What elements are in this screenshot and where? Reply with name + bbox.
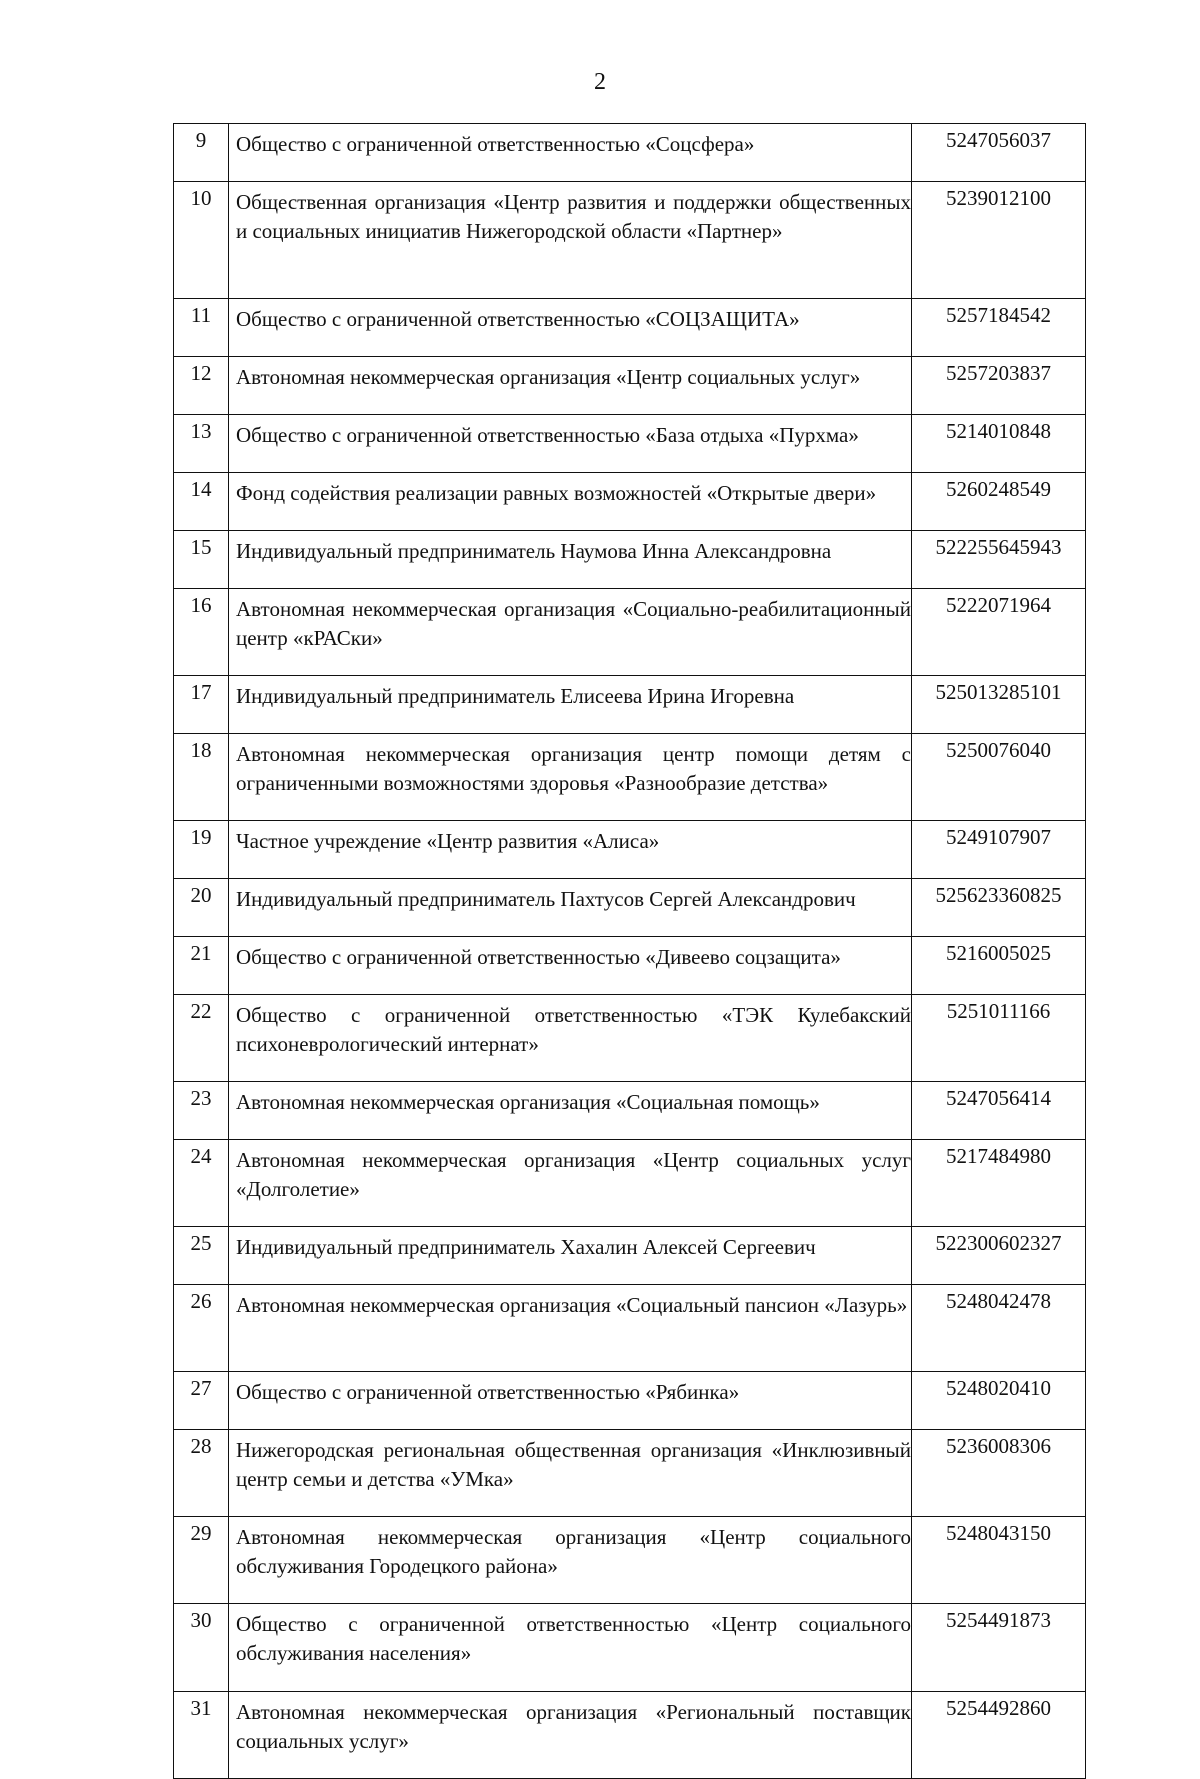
inn-value: 5254491873: [912, 1604, 1086, 1692]
table-row: [174, 1430, 1086, 1517]
table-row: [174, 124, 1086, 182]
table-row: [174, 1604, 1086, 1692]
inn-value: 5222071964: [912, 589, 1086, 676]
table-row: [174, 1692, 1086, 1779]
row-number: 17: [174, 676, 229, 734]
row-number: 28: [174, 1430, 229, 1517]
row-number: 30: [174, 1604, 229, 1692]
row-number: 24: [174, 1140, 229, 1227]
inn-value: 5216005025: [912, 937, 1086, 995]
table-row: [174, 415, 1086, 473]
organization-name: Общественная организация «Центр развития и поддержки общественных и социальных инициатив Нижегородской области «Партнер»: [229, 182, 912, 299]
table-row: [174, 1227, 1086, 1285]
row-number: 14: [174, 473, 229, 531]
table-row: [174, 676, 1086, 734]
inn-value: 5247056414: [912, 1082, 1086, 1140]
inn-value: 522300602327: [912, 1227, 1086, 1285]
inn-value: 5217484980: [912, 1140, 1086, 1227]
row-number: 20: [174, 879, 229, 937]
table-row: [174, 182, 1086, 299]
organizations-table: [173, 123, 1086, 1779]
inn-value: 5248020410: [912, 1372, 1086, 1430]
row-number: 29: [174, 1517, 229, 1604]
organization-name: Автономная некоммерческая организация «Социальная помощь»: [229, 1082, 912, 1140]
organization-name: Нижегородская региональная общественная организация «Инклюзивный центр семьи и детства «УМка»: [229, 1430, 912, 1517]
organization-name: Автономная некоммерческая организация «Центр социальных услуг «Долголетие»: [229, 1140, 912, 1227]
inn-value: 5247056037: [912, 124, 1086, 182]
inn-value: 5214010848: [912, 415, 1086, 473]
row-number: 15: [174, 531, 229, 589]
table-row: [174, 473, 1086, 531]
inn-value: 525013285101: [912, 676, 1086, 734]
row-number: 26: [174, 1285, 229, 1372]
inn-value: 5239012100: [912, 182, 1086, 299]
organization-name: Общество с ограниченной ответственностью «Соцсфера»: [229, 124, 912, 182]
organization-name: Общество с ограниченной ответственностью «Рябинка»: [229, 1372, 912, 1430]
inn-value: 5251011166: [912, 995, 1086, 1082]
organization-name: Общество с ограниченной ответственностью «ТЭК Кулебакский психоневрологический интернат»: [229, 995, 912, 1082]
table-row: [174, 879, 1086, 937]
organization-name: Общество с ограниченной ответственностью «Дивеево соцзащита»: [229, 937, 912, 995]
table-row: [174, 531, 1086, 589]
table-row: [174, 995, 1086, 1082]
row-number: 10: [174, 182, 229, 299]
inn-value: 522255645943: [912, 531, 1086, 589]
organization-name: Общество с ограниченной ответственностью «СОЦЗАЩИТА»: [229, 299, 912, 357]
table-row: [174, 299, 1086, 357]
inn-value: 5260248549: [912, 473, 1086, 531]
organization-name: Фонд содействия реализации равных возможностей «Открытые двери»: [229, 473, 912, 531]
organization-name: Общество с ограниченной ответственностью «Центр социального обслуживания населения»: [229, 1604, 912, 1692]
row-number: 27: [174, 1372, 229, 1430]
row-number: 31: [174, 1692, 229, 1779]
organization-name: Автономная некоммерческая организация «Социально-реабилитационный центр «кРАСки»: [229, 589, 912, 676]
organization-name: Автономная некоммерческая организация центр помощи детям с ограниченными возможностями здоровья «Разнообразие детства»: [229, 734, 912, 821]
row-number: 13: [174, 415, 229, 473]
row-number: 12: [174, 357, 229, 415]
table-row: [174, 1140, 1086, 1227]
page-number: 2: [594, 69, 606, 95]
organization-name: Автономная некоммерческая организация «Социальный пансион «Лазурь»: [229, 1285, 912, 1372]
organization-name: Индивидуальный предприниматель Хахалин Алексей Сергеевич: [229, 1227, 912, 1285]
row-number: 19: [174, 821, 229, 879]
table-row: [174, 1372, 1086, 1430]
table-row: [174, 1285, 1086, 1372]
organization-name: Индивидуальный предприниматель Наумова Инна Александровна: [229, 531, 912, 589]
organization-name: Автономная некоммерческая организация «Центр социальных услуг»: [229, 357, 912, 415]
inn-value: 5250076040: [912, 734, 1086, 821]
inn-value: 525623360825: [912, 879, 1086, 937]
table-row: [174, 821, 1086, 879]
organization-name: Автономная некоммерческая организация «Региональный поставщик социальных услуг»: [229, 1692, 912, 1779]
row-number: 23: [174, 1082, 229, 1140]
row-number: 16: [174, 589, 229, 676]
inn-value: 5249107907: [912, 821, 1086, 879]
row-number: 21: [174, 937, 229, 995]
row-number: 9: [174, 124, 229, 182]
inn-value: 5257184542: [912, 299, 1086, 357]
table-row: [174, 1082, 1086, 1140]
organization-name: Общество с ограниченной ответственностью «База отдыха «Пурхма»: [229, 415, 912, 473]
inn-value: 5257203837: [912, 357, 1086, 415]
table-row: [174, 357, 1086, 415]
row-number: 11: [174, 299, 229, 357]
organization-name: Автономная некоммерческая организация «Центр социального обслуживания Городецкого района»: [229, 1517, 912, 1604]
table-row: [174, 734, 1086, 821]
organization-name: Индивидуальный предприниматель Пахтусов Сергей Александрович: [229, 879, 912, 937]
organization-name: Частное учреждение «Центр развития «Алиса»: [229, 821, 912, 879]
inn-value: 5248042478: [912, 1285, 1086, 1372]
inn-value: 5248043150: [912, 1517, 1086, 1604]
inn-value: 5236008306: [912, 1430, 1086, 1517]
row-number: 18: [174, 734, 229, 821]
row-number: 25: [174, 1227, 229, 1285]
table-row: [174, 937, 1086, 995]
inn-value: 5254492860: [912, 1692, 1086, 1779]
table-row: [174, 589, 1086, 676]
table-row: [174, 1517, 1086, 1604]
row-number: 22: [174, 995, 229, 1082]
organization-name: Индивидуальный предприниматель Елисеева Ирина Игоревна: [229, 676, 912, 734]
